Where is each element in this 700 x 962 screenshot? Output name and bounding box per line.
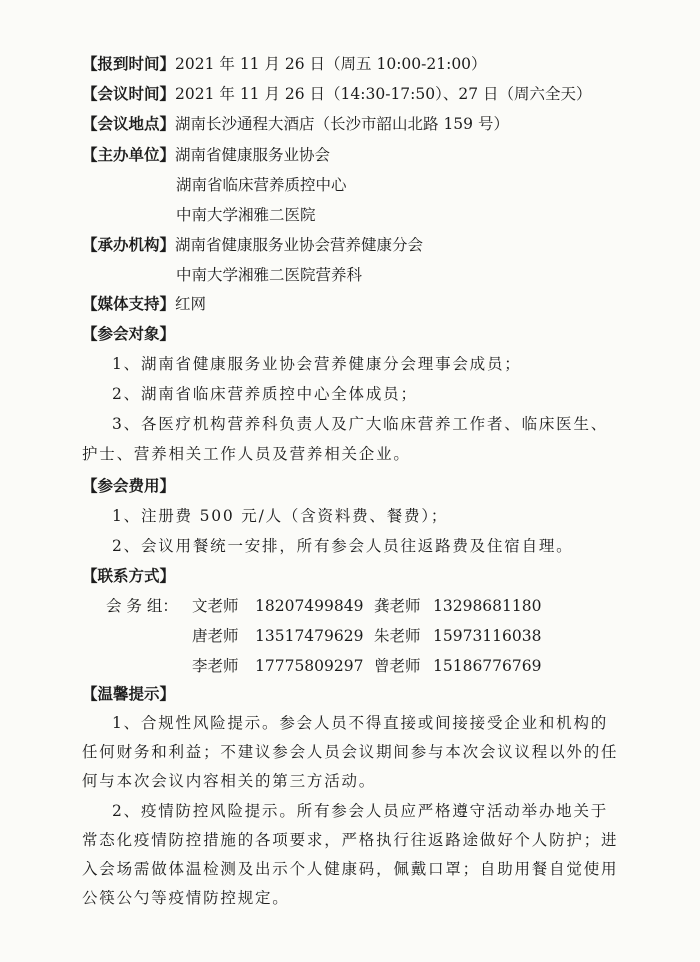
organizer-extra-1: 湖南省临床营养质控中心 bbox=[176, 176, 347, 194]
attendees-heading bbox=[82, 320, 682, 348]
tip-line: 常态化疫情防控措施的各项要求，严格执行往返路途做好个人防护；进 bbox=[82, 831, 619, 849]
tip-line: 1、合规性风险提示。参会人员不得直接或间接接受企业和机构的 bbox=[112, 714, 609, 732]
contact-label: 【联系方式】 bbox=[82, 567, 176, 585]
tip-line: 何与本次会议内容相关的第三方活动。 bbox=[82, 772, 377, 790]
contact-group-label: 会 务 组： bbox=[106, 597, 178, 615]
co-organizer-label: 【承办机构】 bbox=[82, 236, 176, 254]
fees-heading bbox=[82, 472, 682, 500]
check-in-time-value: 2021 年 11 月 26 日（周五 10:00-21:00） bbox=[175, 55, 487, 73]
venue-row bbox=[82, 110, 682, 138]
media-row bbox=[82, 290, 682, 318]
contact-name: 曾老师 bbox=[374, 657, 421, 675]
attendee-item-1: 1、湖南省健康服务业协会营养健康分会理事会成员； bbox=[112, 355, 522, 373]
contact-phone: 18207499849 bbox=[255, 597, 364, 615]
tips-label: 【温馨提示】 bbox=[82, 685, 176, 703]
organizer-value: 湖南省健康服务业协会 bbox=[175, 146, 331, 164]
check-in-time-row bbox=[82, 50, 682, 78]
contact-name: 文老师 bbox=[192, 597, 239, 615]
contact-name: 龚老师 bbox=[374, 597, 421, 615]
attendee-item-3-cont: 护士、营养相关工作人员及营养相关企业。 bbox=[82, 445, 411, 463]
contact-phone: 15973116038 bbox=[433, 627, 542, 645]
contact-phone: 13517479629 bbox=[255, 627, 364, 645]
meeting-time-value: 2021 年 11 月 26 日（14:30-17:50）、27 日（周六全天） bbox=[175, 85, 592, 103]
fees-label: 【参会费用】 bbox=[82, 477, 176, 495]
tips-heading bbox=[82, 680, 682, 708]
organizer-extra-2: 中南大学湘雅二医院 bbox=[176, 206, 316, 224]
contact-name: 朱老师 bbox=[374, 627, 421, 645]
tip-line: 任何财务和利益；不建议参会人员会议期间参与本次会议议程以外的任 bbox=[82, 743, 619, 761]
venue-value: 湖南长沙通程大酒店（长沙市韶山北路 159 号） bbox=[175, 115, 509, 133]
co-organizer-value: 湖南省健康服务业协会营养健康分会 bbox=[175, 236, 424, 254]
co-organizer-row bbox=[82, 231, 682, 259]
contact-phone: 17775809297 bbox=[255, 657, 364, 675]
contact-name: 唐老师 bbox=[192, 627, 239, 645]
venue-label: 【会议地点】 bbox=[82, 115, 176, 133]
fee-item-1: 1、注册费 500 元/人（含资料费、餐费）； bbox=[112, 507, 449, 525]
organizer-row bbox=[82, 141, 682, 169]
check-in-time-label: 【报到时间】 bbox=[82, 55, 176, 73]
contact-phone: 13298681180 bbox=[433, 597, 542, 615]
attendees-label: 【参会对象】 bbox=[82, 325, 176, 343]
tip-line: 公筷公勺等疫情防控规定。 bbox=[82, 889, 290, 907]
meeting-time-label: 【会议时间】 bbox=[82, 85, 176, 103]
media-value: 红网 bbox=[175, 295, 207, 313]
tip-line: 2、疫情防控风险提示。所有参会人员应严格遵守活动举办地关于 bbox=[112, 802, 609, 820]
meeting-time-row bbox=[82, 80, 682, 108]
attendee-item-3: 3、各医疗机构营养科负责人及广大临床营养工作者、临床医生、 bbox=[112, 415, 609, 433]
contact-phone: 15186776769 bbox=[433, 657, 542, 675]
contact-name: 李老师 bbox=[192, 657, 239, 675]
media-label: 【媒体支持】 bbox=[82, 295, 176, 313]
tip-line: 入会场需做体温检测及出示个人健康码，佩戴口罩；自助用餐自觉使用 bbox=[82, 860, 619, 878]
organizer-label: 【主办单位】 bbox=[82, 146, 176, 164]
attendee-item-2: 2、湖南省临床营养质控中心全体成员； bbox=[112, 385, 418, 403]
co-organizer-extra-1: 中南大学湘雅二医院营养科 bbox=[176, 266, 363, 284]
contact-heading bbox=[82, 562, 682, 590]
fee-item-2: 2、会议用餐统一安排，所有参会人员往返路费及住宿自理。 bbox=[112, 537, 574, 555]
